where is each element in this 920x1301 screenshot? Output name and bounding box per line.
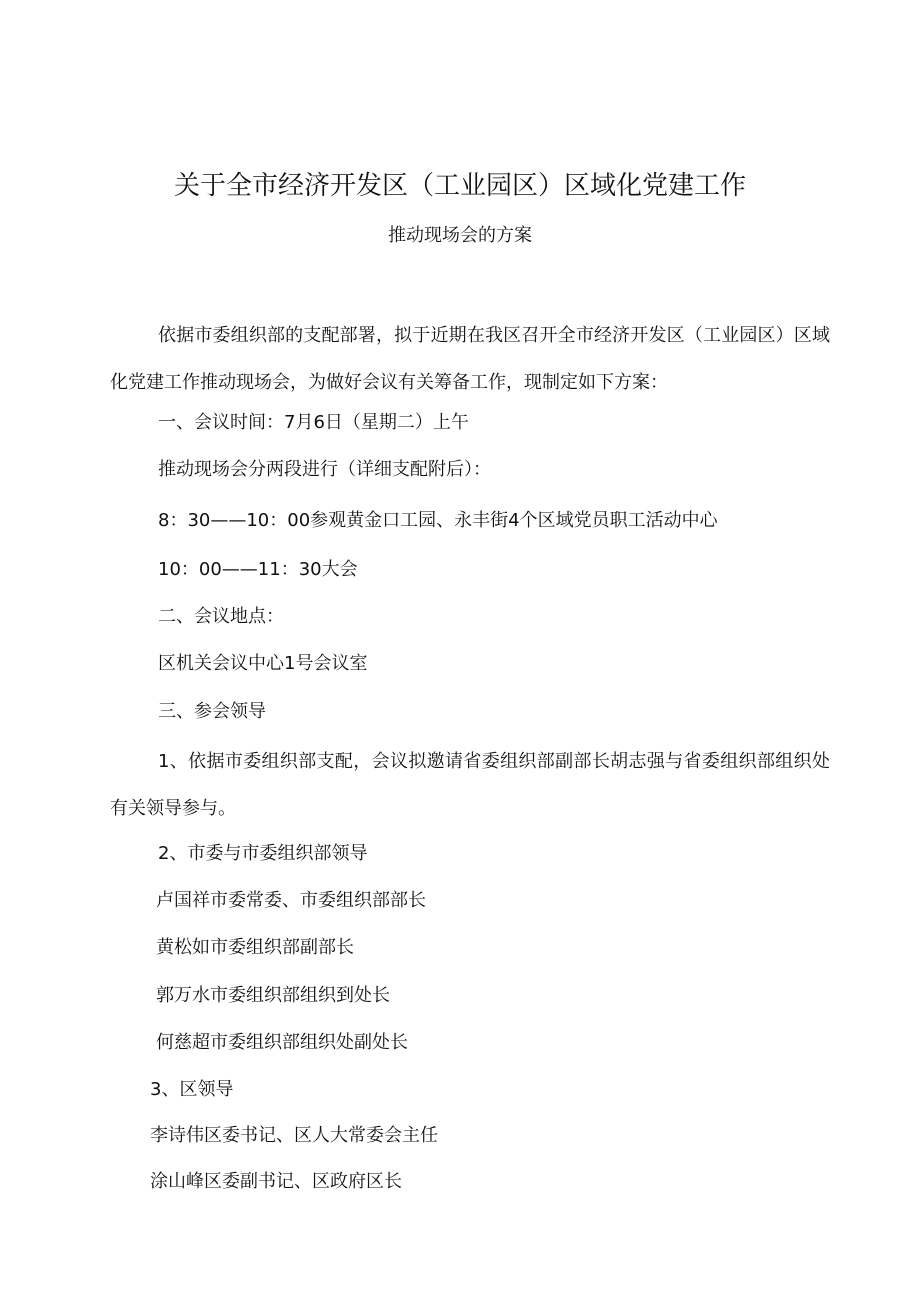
- city-leader-3: 郭万水市委组织部组织到处长: [156, 985, 390, 1006]
- city-leader-2: 黄松如市委组织部副部长: [156, 937, 354, 958]
- section3-item-1: 1、依据市委组织部支配，会议拟邀请省委组织部副部长胡志强与省委组织部组织处有关领导参与。: [110, 751, 830, 819]
- city-leader-1: 卢国祥市委常委、市委组织部部长: [156, 890, 426, 911]
- section1-note: 推动现场会分两段进行（详细支配附后）：: [158, 459, 491, 480]
- section3-item-2-heading: 2、市委与市委组织部领导: [158, 843, 368, 864]
- district-leader-1: 李诗伟区委书记、区人大常委会主任: [150, 1125, 438, 1146]
- section3-heading: 三、参会领导: [158, 701, 266, 722]
- district-leader-2: 涂山峰区委副书记、区政府区长: [150, 1171, 402, 1192]
- document-subtitle: 推动现场会的方案: [388, 225, 532, 246]
- section3-item-3-heading: 3、区领导: [150, 1079, 234, 1100]
- section1-item-2: 10：00——11：30大会: [158, 559, 358, 580]
- intro-paragraph: 依据市委组织部的支配部署，拟于近期在我区召开全市经济开发区（工业园区）区域化党建工作推动现场会，为做好会议有关筹备工作，现制定如下方案：: [110, 325, 830, 393]
- section2-heading: 二、会议地点：: [158, 606, 284, 627]
- city-leader-4: 何慈超市委组织部组织处副处长: [156, 1032, 408, 1053]
- section1-heading: 一、会议时间：7月6日（星期二）上午: [158, 412, 469, 433]
- document-title: 关于全市经济开发区（工业园区）区域化党建工作: [173, 171, 746, 201]
- section1-item-1: 8：30——10：00参观黄金口工园、永丰街4个区域党员职工活动中心: [158, 510, 718, 531]
- section2-value: 区机关会议中心1号会议室: [158, 653, 368, 674]
